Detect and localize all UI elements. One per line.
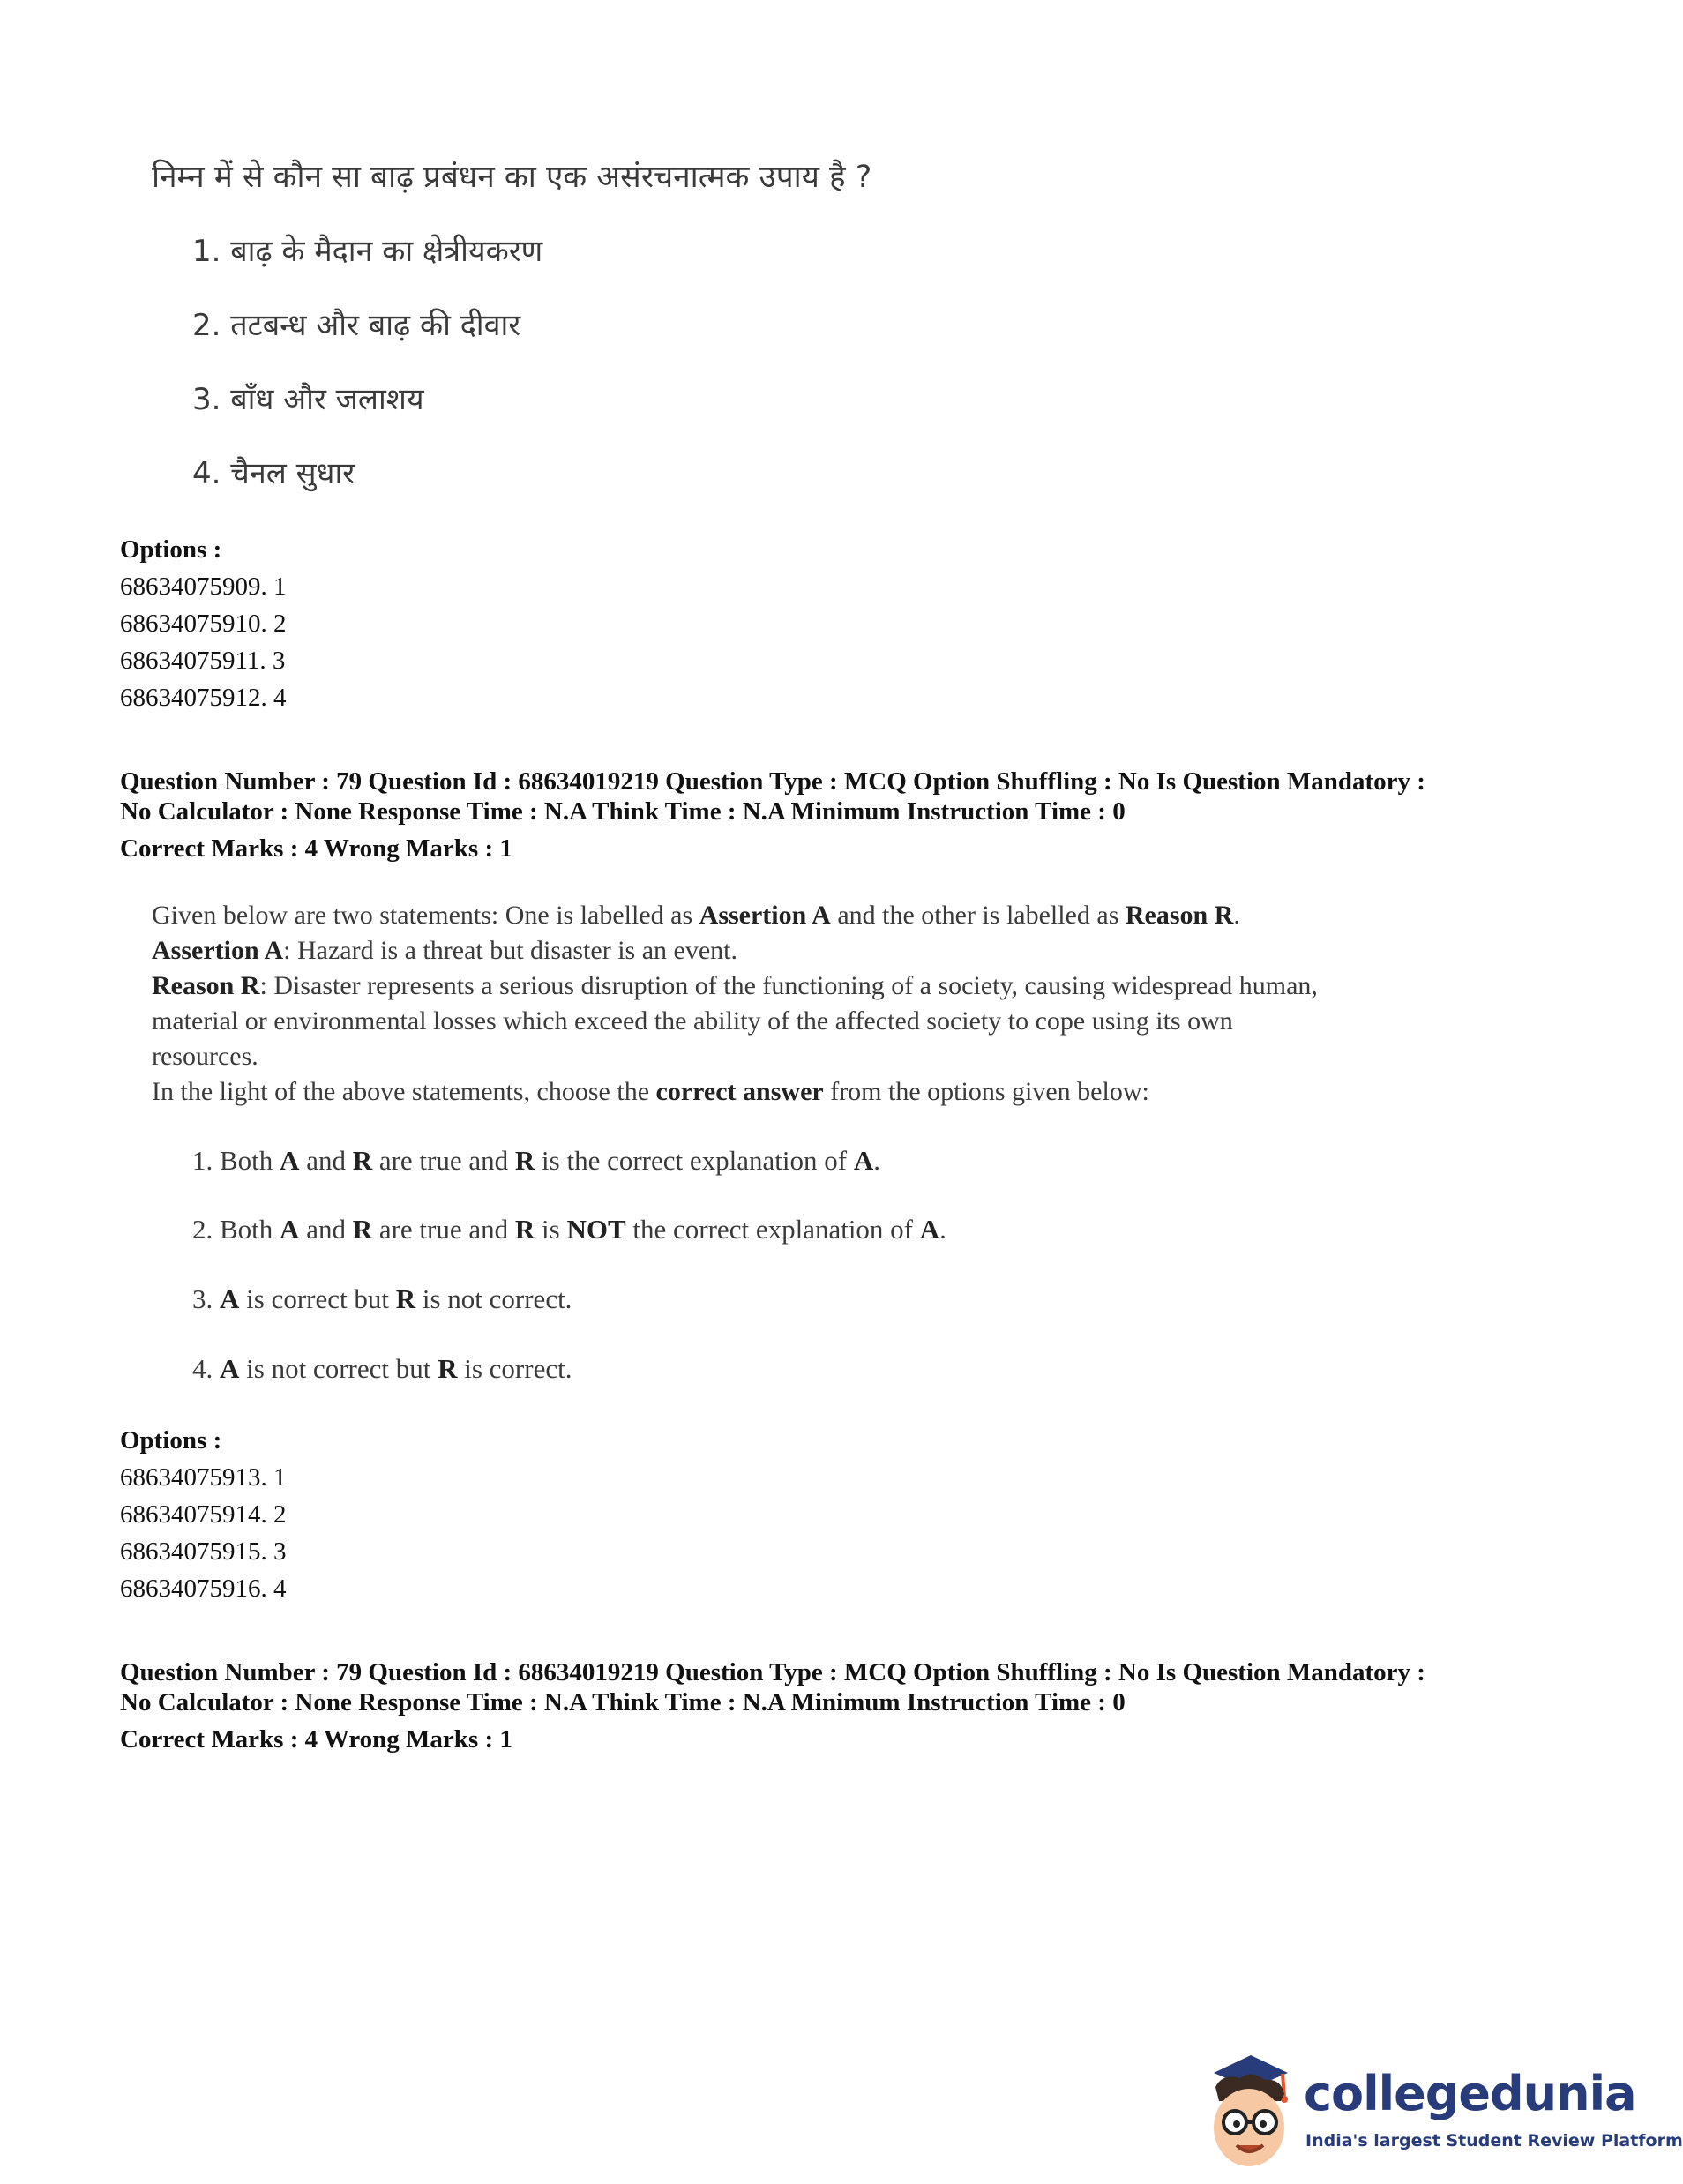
option-id: 68634075915. 3 <box>120 1537 287 1566</box>
question-78-option-2: 2. तटबन्ध और बाढ़ की दीवार <box>192 308 521 343</box>
question-79-assertion: Assertion A: Hazard is a threat but disaster is an event. <box>152 936 737 965</box>
collegedunia-logo <box>1196 2046 1683 2179</box>
logo-wordmark: collegedunia <box>1304 2066 1636 2121</box>
question-78-option-3: 3. बाँध और जलाशय <box>192 382 424 417</box>
question-79-intro: Given below are two statements: One is labelled as Assertion A and the other is labelled as Reason R. <box>152 901 1240 930</box>
option-id: 68634075911. 3 <box>120 647 286 675</box>
question-78-options-list <box>120 531 287 716</box>
option-id: 68634075909. 1 <box>120 572 287 601</box>
question-78-option-1: 1. बाढ़ के मैदान का क्षेत्रीयकरण <box>192 234 543 269</box>
question-78-option-4: 4. चैनल सुधार <box>192 456 355 491</box>
next-question-meta-line-1: Question Number : 79 Question Id : 68634019219 Question Type : MCQ Option Shuffling : No Is Question Mandatory : <box>120 1658 1425 1687</box>
question-79-option-2: 2. Both A and R are true and R is NOT the correct explanation of A. <box>192 1214 946 1245</box>
option-id: 68634075912. 4 <box>120 684 287 712</box>
question-79-reason: Reason R: Disaster represents a serious disruption of the functioning of a society, causing widespread human, <box>152 971 1318 1000</box>
next-question-meta-line-2: No Calculator : None Response Time : N.A Think Time : N.A Minimum Instruction Time : 0 <box>120 1688 1126 1717</box>
option-id: 68634075913. 1 <box>120 1463 287 1492</box>
option-id: 68634075914. 2 <box>120 1500 287 1529</box>
question-79-meta-line-1: Question Number : 79 Question Id : 68634019219 Question Type : MCQ Option Shuffling : No Is Question Mandatory : <box>120 767 1425 796</box>
question-79-marks: Correct Marks : 4 Wrong Marks : 1 <box>120 834 512 863</box>
mascot-icon <box>1196 2046 1302 2179</box>
question-79-option-3: 3. A is correct but R is not correct. <box>192 1283 572 1314</box>
question-79-option-4: 4. A is not correct but R is correct. <box>192 1353 572 1384</box>
option-id: 68634075910. 2 <box>120 610 287 638</box>
option-id: 68634075916. 4 <box>120 1574 287 1603</box>
question-79-instruction: In the light of the above statements, choose the correct answer from the options given below: <box>152 1077 1149 1106</box>
next-question-marks: Correct Marks : 4 Wrong Marks : 1 <box>120 1725 512 1754</box>
options-label: Options : <box>120 535 222 564</box>
question-78-image <box>152 155 872 491</box>
question-79-reason-end: resources. <box>152 1042 258 1071</box>
question-79-option-1: 1. Both A and R are true and R is the correct explanation of A. <box>192 1145 880 1176</box>
logo-tagline: India's largest Student Review Platform <box>1305 2131 1683 2150</box>
options-label: Options : <box>120 1426 222 1455</box>
question-78-stem: निम्न में से कौन सा बाढ़ प्रबंधन का एक असंरचनात्मक उपाय है ? <box>152 160 872 195</box>
question-79-reason-cont: material or environmental losses which exceed the ability of the affected society to cope using its own <box>152 1006 1233 1036</box>
question-79-options-list <box>120 1422 287 1607</box>
question-79-meta-line-2: No Calculator : None Response Time : N.A Think Time : N.A Minimum Instruction Time : 0 <box>120 797 1126 826</box>
